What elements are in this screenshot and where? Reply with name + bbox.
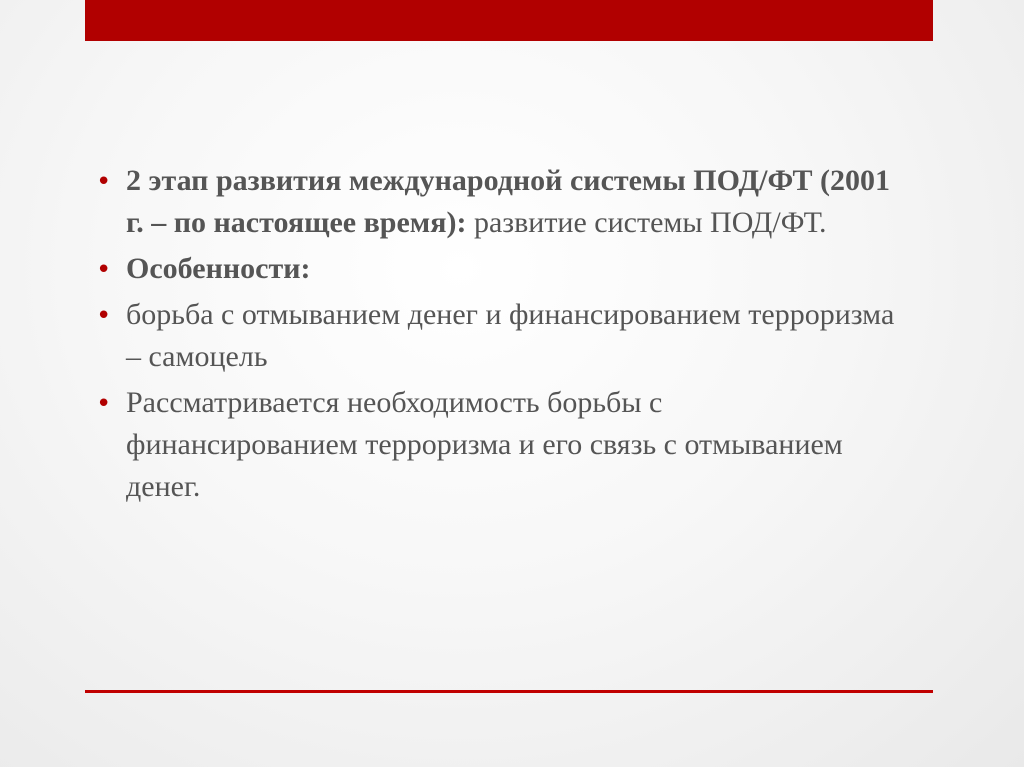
bullet-bold-text: 2 этап развития международной системы ПОД/ФТ (2001 г. – по настоящее время): — [126, 164, 890, 239]
bullet-dot-icon: • — [96, 167, 112, 197]
bullet-item-fight — [96, 294, 896, 378]
bullet-item-features — [96, 248, 896, 290]
bullet-bold-text: Особенности: — [126, 252, 311, 285]
slide-content — [96, 160, 896, 512]
bullet-text: борьба с отмыванием денег и финансированием терроризма – самоцель — [126, 298, 895, 373]
bullet-item-considered — [96, 382, 896, 508]
top-accent-band — [85, 0, 933, 41]
bullet-dot-icon: • — [96, 389, 112, 419]
bullet-dot-icon: • — [96, 301, 112, 331]
bullet-text: Рассматривается необходимость борьбы с финансированием терроризма и его связь с отмыванием денег. — [126, 386, 843, 503]
bullet-text: развитие системы ПОД/ФТ. — [466, 206, 827, 239]
bullet-dot-icon: • — [96, 255, 112, 285]
bullet-list — [96, 160, 896, 508]
bullet-item-stage — [96, 160, 896, 244]
bottom-divider-line — [85, 690, 933, 693]
